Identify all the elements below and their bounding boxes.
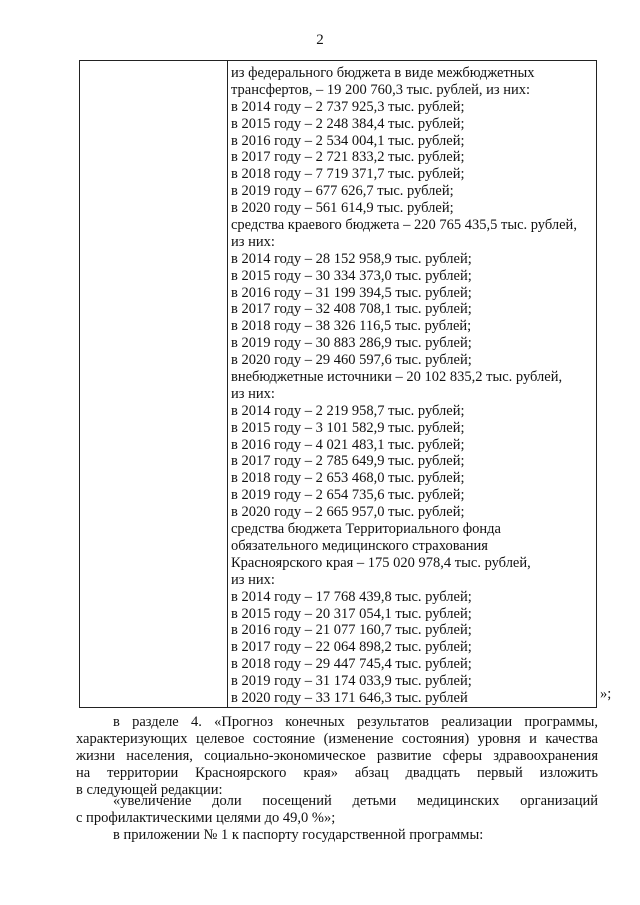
funding-line: средства бюджета Территориального фонда — [231, 521, 501, 538]
funding-line: в 2019 году – 30 883 286,9 тыс. рублей; — [231, 335, 472, 352]
paragraph-appendix: в приложении № 1 к паспорту государственной программы: — [113, 827, 484, 843]
funding-line: внебюджетные источники – 20 102 835,2 тыс. рублей, — [231, 369, 563, 386]
funding-line: в 2017 году – 32 408 708,1 тыс. рублей; — [231, 301, 472, 318]
table-row — [80, 61, 597, 708]
funding-line: в 2015 году – 2 248 384,4 тыс. рублей; — [231, 115, 465, 132]
funding-line: в 2014 году – 17 768 439,8 тыс. рублей; — [231, 588, 472, 605]
paragraph-line: жизни населения, социально-экономическое развитие сферы здравоохранения — [76, 748, 598, 764]
funding-line: в 2020 году – 33 171 646,3 тыс. рублей — [231, 689, 468, 706]
funding-line: Красноярского края – 175 020 978,4 тыс. рублей, — [231, 554, 531, 571]
funding-line: в 2016 году – 31 199 394,5 тыс. рублей; — [231, 284, 472, 301]
paragraph-line: в следующей редакции: — [76, 782, 223, 798]
funding-line: в 2020 году – 561 614,9 тыс. рублей; — [231, 200, 454, 217]
funding-line: из них: — [231, 233, 275, 250]
funding-line: в 2020 году – 2 665 957,0 тыс. рублей; — [231, 504, 465, 521]
table-closing-quote: »; — [600, 686, 612, 702]
budget-table — [79, 60, 597, 708]
paragraph-line: с профилактическими целями до 49,0 %»; — [76, 810, 336, 826]
funding-line: в 2015 году – 30 334 373,0 тыс. рублей; — [231, 267, 472, 284]
funding-line: в 2019 году – 677 626,7 тыс. рублей; — [231, 183, 454, 200]
paragraph-section-4 — [76, 714, 598, 799]
funding-line: в 2014 году – 28 152 958,9 тыс. рублей; — [231, 250, 472, 267]
funding-line: в 2014 году – 2 737 925,3 тыс. рублей; — [231, 98, 465, 115]
funding-line: в 2014 году – 2 219 958,7 тыс. рублей; — [231, 402, 465, 419]
funding-line: в 2016 году – 2 534 004,1 тыс. рублей; — [231, 132, 465, 149]
funding-line: в 2017 году – 22 064 898,2 тыс. рублей; — [231, 639, 472, 656]
funding-line: в 2015 году – 3 101 582,9 тыс. рублей; — [231, 419, 465, 436]
funding-line: в 2018 году – 7 719 371,7 тыс. рублей; — [231, 166, 465, 183]
table-cell-empty — [80, 61, 228, 708]
funding-line: обязательного медицинского страхования — [231, 537, 488, 554]
funding-line: в 2019 году – 31 174 033,9 тыс. рублей; — [231, 673, 472, 690]
funding-line: в 2015 году – 20 317 054,1 тыс. рублей; — [231, 605, 472, 622]
funding-line: в 2019 году – 2 654 735,6 тыс. рублей; — [231, 487, 465, 504]
funding-line: в 2018 году – 2 653 468,0 тыс. рублей; — [231, 470, 465, 487]
paragraph-new-wording — [76, 793, 598, 827]
funding-line: в 2017 году – 2 721 833,2 тыс. рублей; — [231, 149, 465, 166]
paragraph-line: на территории Красноярского края» абзац двадцать первый изложить — [76, 765, 598, 781]
paragraph-line: «увеличение доли посещений детьми медицинских организаций — [113, 793, 598, 809]
funding-line: в 2018 году – 38 326 116,5 тыс. рублей; — [231, 318, 472, 335]
funding-line: в 2018 году – 29 447 745,4 тыс. рублей; — [231, 656, 472, 673]
funding-line: из федерального бюджета в виде межбюджетных — [231, 65, 535, 81]
page-number: 2 — [316, 32, 324, 48]
funding-line: трансфертов, – 19 200 760,3 тыс. рублей, из них: — [231, 81, 531, 98]
paragraph-line: в разделе 4. «Прогноз конечных результатов реализации программы, — [113, 714, 598, 730]
funding-line: в 2016 году – 21 077 160,7 тыс. рублей; — [231, 622, 472, 639]
table-cell-funding — [228, 61, 597, 708]
funding-line: в 2017 году – 2 785 649,9 тыс. рублей; — [231, 453, 465, 470]
funding-line: из них: — [231, 385, 275, 402]
funding-lines — [228, 61, 596, 707]
paragraph-line: характеризующих целевое состояние (изменение состояния) уровня и качества — [76, 731, 598, 747]
funding-line: в 2020 году – 29 460 597,6 тыс. рублей; — [231, 352, 472, 369]
funding-line: из них: — [231, 571, 275, 588]
funding-line: средства краевого бюджета – 220 765 435,5 тыс. рублей, — [231, 217, 577, 234]
funding-line: в 2016 году – 4 021 483,1 тыс. рублей; — [231, 436, 465, 453]
